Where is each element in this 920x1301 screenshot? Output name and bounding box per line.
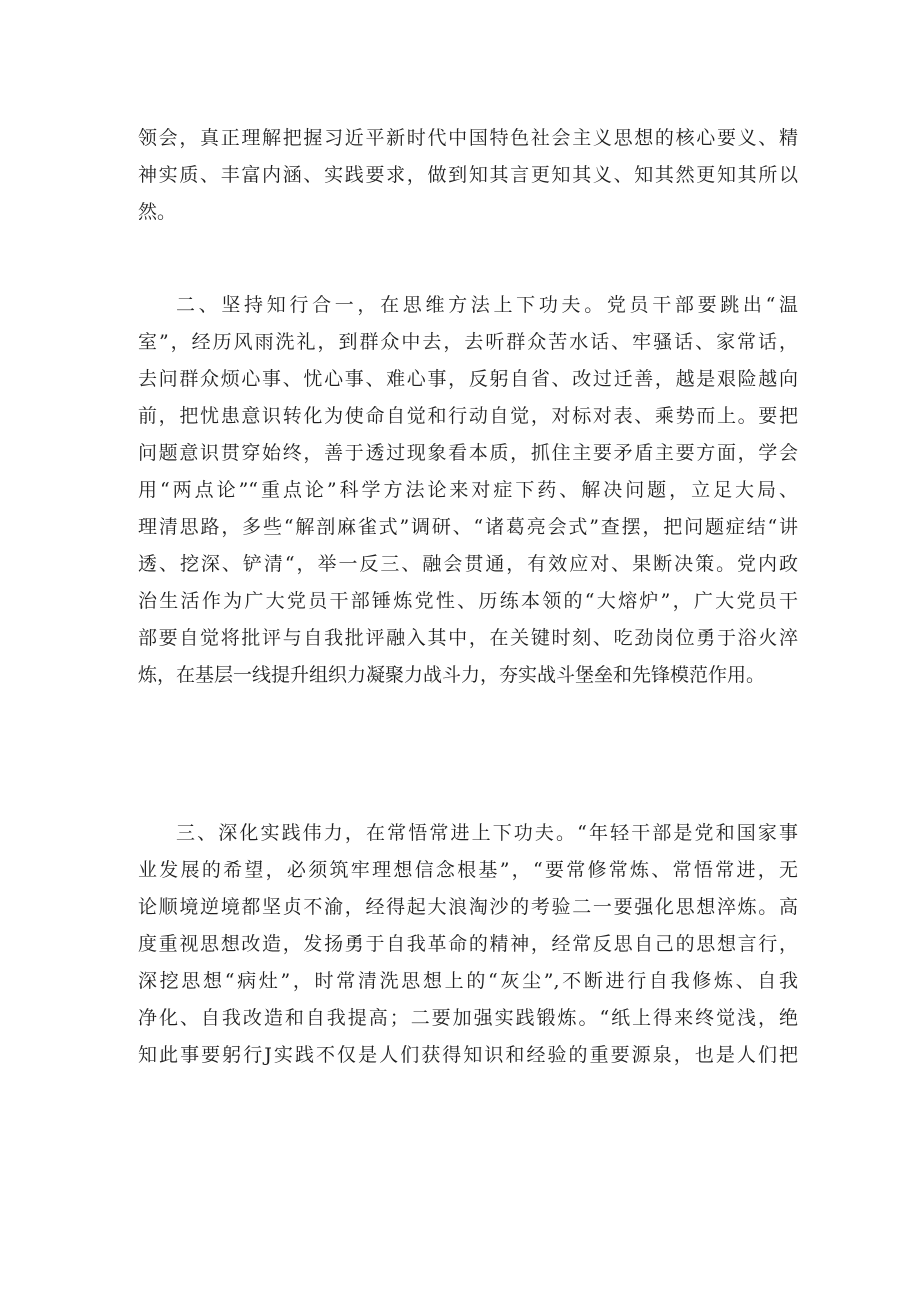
- text-line: 净化、自我改造和自我提高；二要加强实践锻炼。“纸上得来终觉浅，绝: [138, 1007, 798, 1029]
- text-line: 论顺境逆境都坚贞不渝，经得起大浪淘沙的考验二一要强化思想淬炼。高: [138, 896, 798, 918]
- text-line: 深挖思想“病灶”，时常清洗思想上的“灰尘”,不断进行自我修炼、自我: [138, 970, 798, 992]
- text-line: 知此事要躬行J实践不仅是人们获得知识和经验的重要源泉，也是人们把: [138, 1044, 798, 1066]
- text-line: 然。: [138, 201, 177, 223]
- text-line: 室”，经历风雨洗礼，到群众中去，去听群众苦水话、牢骚话、家常话，: [138, 331, 798, 353]
- text-line: 前，把忧患意识转化为使命自觉和行动自觉，对标对表、乘势而上。要把: [138, 405, 798, 427]
- text-line: 理清思路，多些“解剖麻雀式”调研、“诸葛亮会式”查摆，把问题症结“讲: [138, 516, 798, 538]
- paragraph-3: [138, 815, 798, 1074]
- text-line: 透、挖深、铲清“，举一反三、融会贯通，有效应对、果断决策。党内政: [138, 553, 798, 575]
- text-line: 去问群众烦心事、忧心事、难心事，反躬自省、改过迁善，越是艰险越向: [138, 368, 798, 390]
- text-line: 炼，在基层一线提升组织力凝聚力战斗力，夯实战斗堡垒和先锋模范作用。: [138, 664, 766, 686]
- text-line: 三、深化实践伟力，在常悟常进上下功夫。“年轻干部是党和国家事: [176, 822, 798, 844]
- text-line: 治生活作为广大党员干部锤炼党性、历练本领的“大熔炉”，广大党员干: [138, 590, 798, 612]
- text-line: 度重视思想改造，发扬勇于自我革命的精神，经常反思自己的思想言行，: [138, 933, 798, 955]
- text-line: 用“两点论”“重点论”科学方法论来对症下药、解决问题，立足大局、: [138, 479, 798, 501]
- text-line: 神实质、丰富内涵、实践要求，做到知其言更知其义、知其然更知其所以: [138, 164, 798, 186]
- text-line: 业发展的希望，必须筑牢理想信念根基”，“要常修常炼、常悟常进，无: [138, 859, 798, 881]
- text-line: 领会，真正理解把握习近平新时代中国特色社会主义思想的核心要义、精: [138, 127, 798, 149]
- text-line: 问题意识贯穿始终，善于透过现象看本质，抓住主要矛盾主要方面，学会: [138, 442, 798, 464]
- text-line: 二、坚持知行合一，在思维方法上下功夫。党员干部要跳出“温: [176, 294, 798, 316]
- paragraph-2: [138, 287, 798, 694]
- paragraph-1: [138, 120, 798, 231]
- text-line: 部要自觉将批评与自我批评融入其中，在关键时刻、吃劲岗位勇于浴火淬: [138, 627, 798, 649]
